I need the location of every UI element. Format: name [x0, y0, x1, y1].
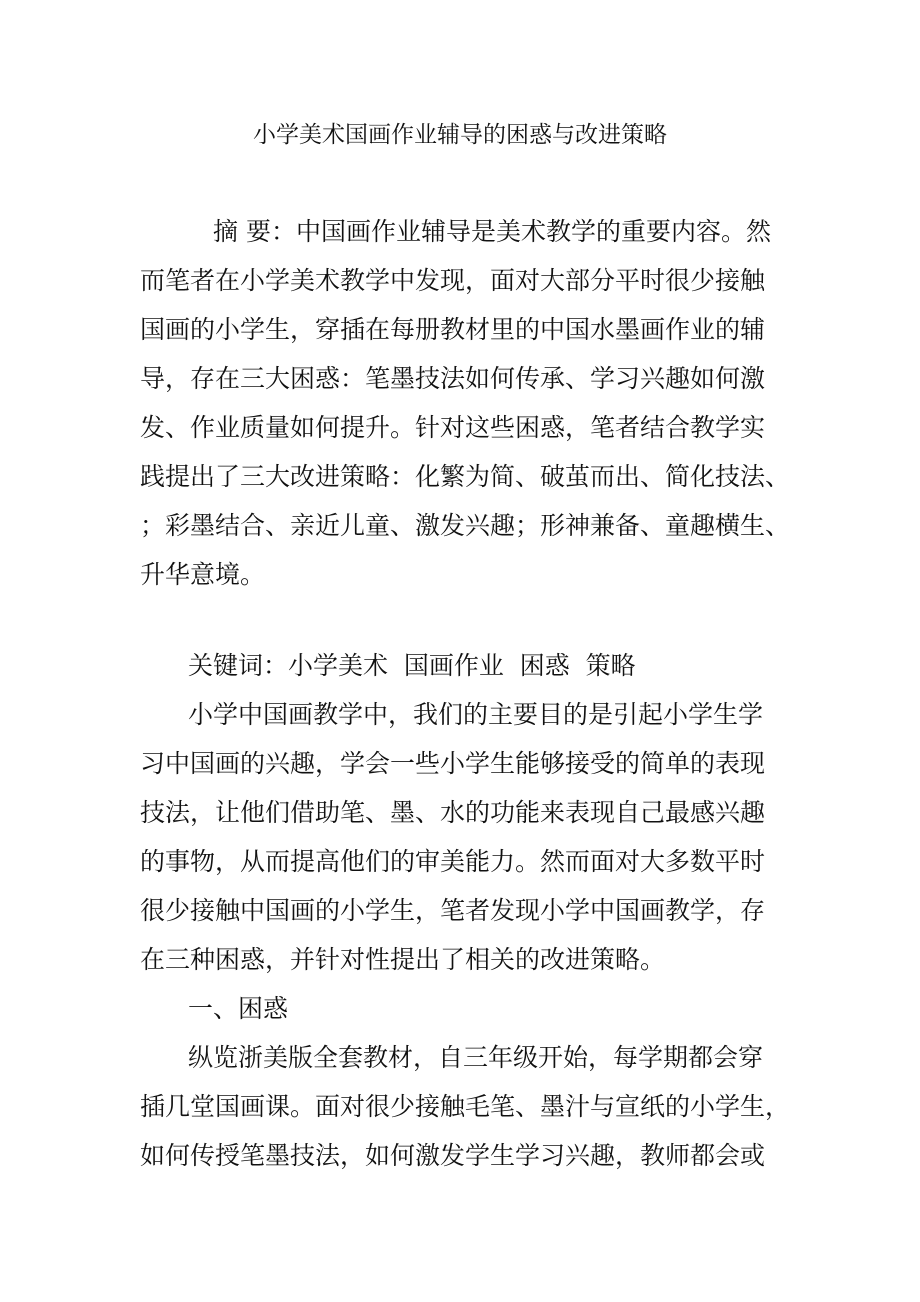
- intro-line: 在三种困惑，并针对性提出了相关的改进策略。: [140, 945, 666, 974]
- abstract-line: 导，存在三大困惑：笔墨技法如何传承、学习兴趣如何激: [140, 364, 766, 393]
- intro-line: 的事物，从而提高他们的审美能力。然而面对大多数平时: [140, 847, 766, 876]
- abstract-line: 发、作业质量如何提升。针对这些困惑，笔者结合教学实: [140, 413, 766, 442]
- document-title: 小学美术国画作业辅导的困惑与改进策略: [253, 122, 667, 148]
- abstract-line: 而笔者在小学美术教学中发现，面对大部分平时很少接触: [140, 266, 766, 295]
- section-line: 纵览浙美版全套教材，自三年级开始，每学期都会穿: [188, 1043, 764, 1072]
- abstract-line: ；彩墨结合、亲近儿童、激发兴趣；形神兼备、童趣横生、: [140, 511, 791, 540]
- section-line: 如何传授笔墨技法，如何激发学生学习兴趣，教师都会或: [140, 1141, 766, 1170]
- intro-line: 习中国画的兴趣，学会一些小学生能够接受的简单的表现: [140, 749, 766, 778]
- section-line: 插几堂国画课。面对很少接触毛笔、墨汁与宣纸的小学生，: [140, 1092, 791, 1121]
- intro-line: 小学中国画教学中，我们的主要目的是引起小学生学: [188, 700, 764, 729]
- abstract-line: 国画的小学生，穿插在每册教材里的中国水墨画作业的辅: [140, 315, 766, 344]
- abstract-line: 升华意境。: [140, 560, 266, 589]
- intro-line: 技法，让他们借助笔、墨、水的功能来表现自己最感兴趣: [140, 798, 766, 827]
- abstract-line: 摘 要：中国画作业辅导是美术教学的重要内容。然: [213, 217, 771, 246]
- intro-line: 很少接触中国画的小学生，笔者发现小学中国画教学，存: [140, 896, 766, 925]
- abstract-line: 践提出了三大改进策略：化繁为简、破茧而出、简化技法、: [140, 462, 791, 491]
- section-heading: 一、困惑: [188, 994, 289, 1023]
- keywords: 关键词：小学美术 国画作业 困惑 策略: [188, 651, 636, 680]
